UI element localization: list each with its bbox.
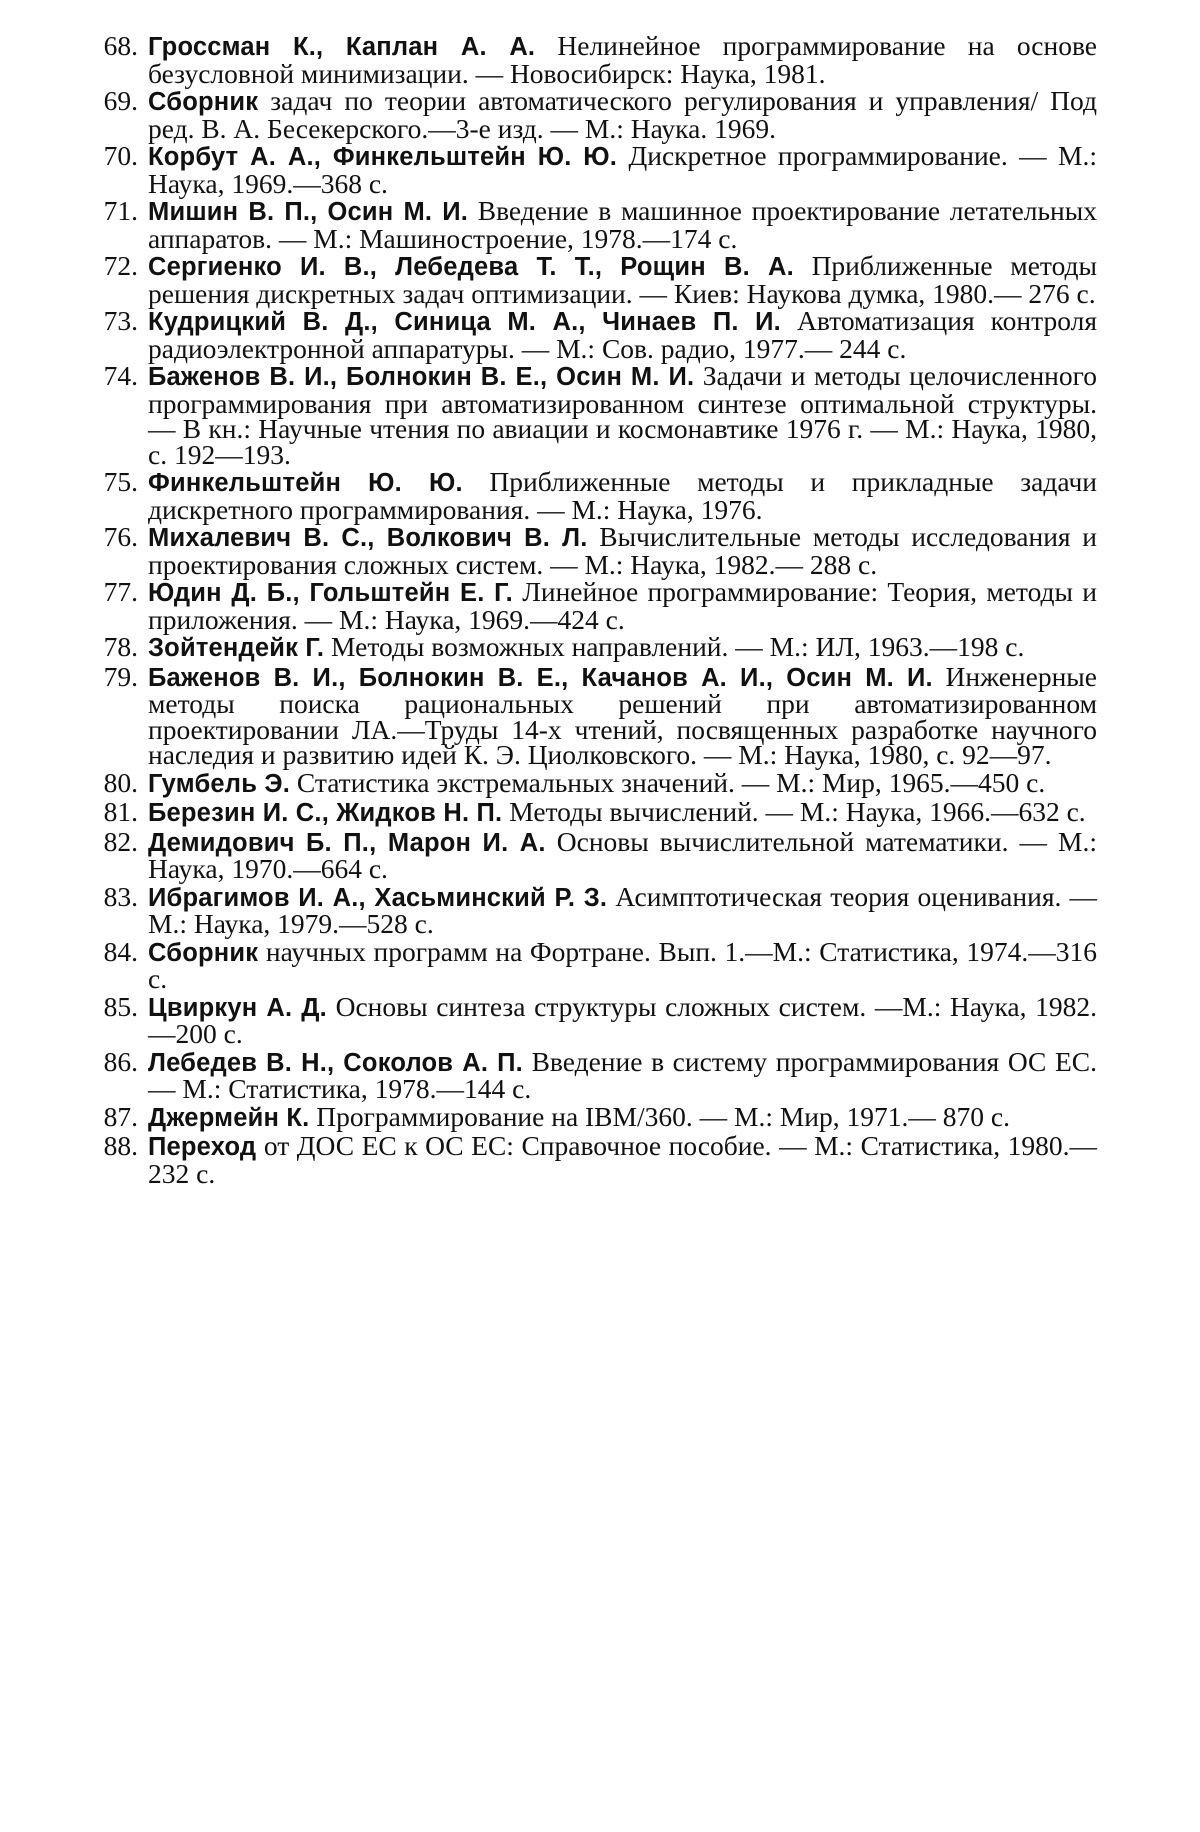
reference-authors: Гумбель Э. <box>148 769 290 798</box>
reference-authors: Баженов В. И., Болнокин В. Е., Качанов А. И., Осин М. И. <box>148 663 933 692</box>
reference-item <box>82 631 1097 662</box>
reference-item <box>82 825 1097 884</box>
reference-text: от ДОС ЕС к ОС ЕС: Справочное пособие. — М.: Статистика, 1980.—232 с. <box>148 1130 1097 1189</box>
reference-number: 78. <box>103 631 138 662</box>
reference-body <box>148 796 1097 827</box>
reference-text: Основы синтеза структуры сложных систем. —М.: Наука, 1982.—200 с. <box>148 990 1097 1049</box>
reference-text: Методы возможных направлений. — М.: ИЛ, 1963.—198 с. <box>324 631 1025 662</box>
reference-text: Вычислительные методы исследования и проектирования сложных систем. — М.: Наука, 1982.— 288 с. <box>148 521 1097 580</box>
reference-body <box>148 766 1097 798</box>
reference-text: научных программ на Фортране. Вып. 1.—М.: Статистика, 1974.—316 с. <box>148 935 1097 994</box>
reference-authors: Переход <box>148 1133 257 1161</box>
reference-item <box>82 85 1097 144</box>
reference-body <box>148 631 1097 662</box>
reference-authors: Мишин В. П., Осин М. И. <box>148 198 469 226</box>
reference-text: задач по теории автоматического регулирования и управления/ Под ред. В. А. Бесекерского.—3-е изд. — М.: Наука. 1969. <box>148 85 1097 144</box>
reference-authors: Юдин Д. Б., Гольштейн Е. Г. <box>148 579 513 607</box>
reference-text: Асимптотическая теория оценивания. — М.: Наука, 1979.—528 с. <box>148 880 1097 939</box>
reference-text: Приближенные методы и прикладные задачи дискретного программирования. — М.: Наука, 1976. <box>148 466 1098 525</box>
reference-text: Программирование на IBM/360. — М.: Мир, 1971.— 870 с. <box>309 1100 1010 1132</box>
reference-number: 70. <box>103 140 138 171</box>
reference-item <box>82 305 1097 364</box>
reference-body <box>148 576 1097 635</box>
reference-authors: Сергиенко И. В., Лебедева Т. Т., Рощин В. А. <box>148 253 794 281</box>
reference-authors: Гроссман К., Каплан А. А. <box>148 33 536 61</box>
reference-authors: Финкельштейн Ю. Ю. <box>148 469 463 497</box>
reference-body <box>148 1100 1097 1132</box>
reference-authors: Лебедев В. Н., Соколов А. П. <box>148 1048 523 1077</box>
reference-text: Приближенные методы решения дискретных задач оптимизации. — Киев: Наукова думка, 1980.— 276 с. <box>148 250 1097 309</box>
reference-number: 87. <box>103 1100 138 1132</box>
reference-item <box>82 766 1097 798</box>
reference-body <box>148 1130 1097 1189</box>
reference-item <box>82 1130 1097 1189</box>
reference-item <box>82 935 1097 994</box>
reference-number: 75. <box>103 466 138 497</box>
reference-authors: Джермейн К. <box>148 1103 310 1132</box>
reference-number: 76. <box>103 521 138 552</box>
reference-number: 73. <box>103 305 138 336</box>
reference-number: 68. <box>103 30 138 61</box>
reference-authors: Демидович Б. П., Марон И. А. <box>148 828 546 857</box>
reference-authors: Ибрагимов И. А., Хасьминский Р. З. <box>148 883 608 912</box>
reference-text: Автоматизация контроля радиоэлектронной аппаратуры. — М.: Сов. радио, 1977.— 244 с. <box>148 305 1097 364</box>
reference-item <box>82 140 1098 199</box>
reference-body <box>148 305 1097 364</box>
reference-authors: Михалевич В. С., Волкович В. Л. <box>148 524 588 552</box>
reference-text: Дискретное программирование. — М.: Наука, 1969.—368 с. <box>148 140 1098 199</box>
reference-number: 86. <box>103 1045 138 1077</box>
reference-item <box>82 30 1097 89</box>
reference-text: Задачи и методы целочисленного программирования при автоматизированном синтезе оптимальной структуры. — В кн.: Научные чтения по авиации и космонавтике 1976 г. — М.: Наука, 1980, с. 192—193. <box>148 360 1097 470</box>
reference-text: Методы вычислений. — М.: Наука, 1966.—632 с. <box>502 796 1086 827</box>
reference-body <box>148 30 1097 89</box>
reference-item <box>82 195 1097 254</box>
reference-number: 77. <box>103 576 138 607</box>
reference-item <box>82 521 1097 580</box>
reference-number: 83. <box>103 880 138 912</box>
reference-number: 69. <box>103 85 138 116</box>
reference-item <box>82 1100 1097 1132</box>
reference-item <box>82 466 1098 525</box>
reference-authors: Цвиркун А. Д. <box>148 993 327 1022</box>
reference-body <box>148 250 1097 309</box>
reference-number: 72. <box>103 250 138 281</box>
reference-text: Инженерные методы поиска рациональных решений при автоматизированном проектировании ЛА.—Труды 14-х чтений, посвященных разработке научного наследия и развитию идей К. Э. Циолковского. — М.: Наука, 1980, с. 92—97. <box>148 660 1097 770</box>
reference-list <box>82 30 1098 1189</box>
reference-number: 81. <box>103 796 138 827</box>
reference-number: 84. <box>103 935 138 967</box>
reference-text: Введение в систему программирования ОС ЕС. — М.: Статистика, 1978.—144 с. <box>148 1045 1097 1104</box>
reference-number: 80. <box>103 766 138 798</box>
reference-number: 82. <box>103 825 138 857</box>
reference-body <box>148 990 1097 1049</box>
reference-item <box>82 660 1097 770</box>
reference-number: 85. <box>103 990 138 1022</box>
reference-item <box>82 250 1097 309</box>
reference-body <box>148 660 1097 770</box>
reference-authors: Баженов В. И., Болнокин В. Е., Осин М. И. <box>148 363 695 391</box>
reference-body <box>148 880 1097 939</box>
reference-authors: Сборник <box>148 88 259 116</box>
reference-text: Нелинейное программирование на основе безусловной минимизации. — Новосибирск: Наука, 1981. <box>148 30 1097 89</box>
reference-text: Линейное программирование: Теория, методы и приложения. — М.: Наука, 1969.—424 с. <box>148 576 1097 635</box>
reference-item <box>82 360 1097 470</box>
reference-body <box>148 140 1098 199</box>
reference-item <box>82 1045 1097 1104</box>
reference-body <box>148 521 1097 580</box>
reference-body <box>148 85 1097 144</box>
reference-number: 79. <box>103 660 138 692</box>
reference-item <box>82 576 1097 635</box>
reference-body <box>148 825 1097 884</box>
reference-authors: Корбут А. А., Финкельштейн Ю. Ю. <box>148 143 618 171</box>
reference-text: Основы вычислительной математики. — М.: Наука, 1970.—664 с. <box>148 825 1097 884</box>
reference-item <box>82 880 1097 939</box>
reference-body <box>148 195 1097 254</box>
reference-body <box>148 935 1097 994</box>
reference-authors: Березин И. С., Жидков Н. П. <box>148 799 503 827</box>
reference-number: 74. <box>103 360 138 391</box>
reference-body <box>148 466 1098 525</box>
reference-authors: Сборник <box>148 938 259 967</box>
reference-authors: Кудрицкий В. Д., Синица М. А., Чинаев П. И. <box>148 308 781 336</box>
reference-item <box>82 990 1097 1049</box>
reference-body <box>148 360 1097 470</box>
reference-item <box>82 796 1097 827</box>
reference-text: Введение в машинное проектирование летательных аппаратов. — М.: Машиностроение, 1978.—174 с. <box>148 195 1097 254</box>
reference-body <box>148 1045 1097 1104</box>
reference-number: 88. <box>103 1130 138 1161</box>
reference-number: 71. <box>103 195 138 226</box>
reference-authors: Зойтендейк Г. <box>148 634 325 662</box>
reference-text: Статистика экстремальных значений. — М.: Мир, 1965.—450 с. <box>289 766 1046 798</box>
